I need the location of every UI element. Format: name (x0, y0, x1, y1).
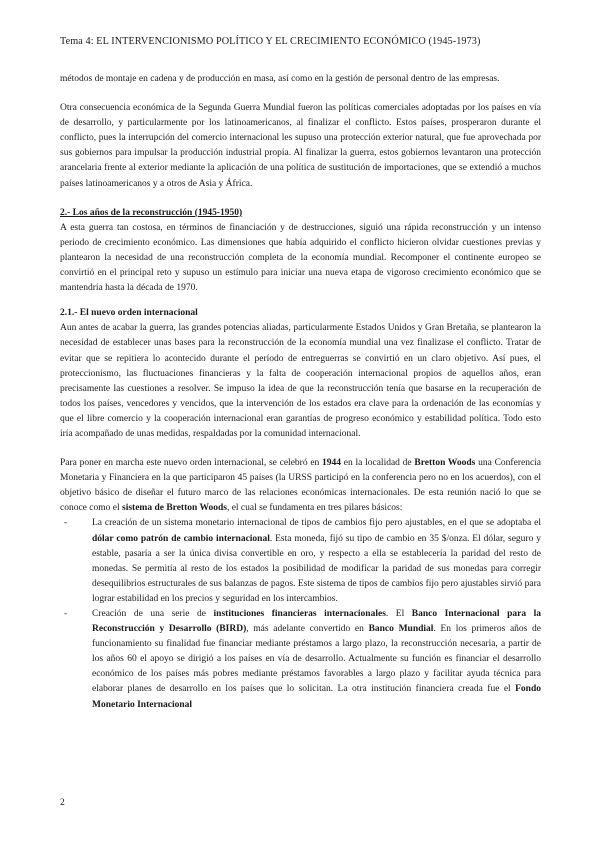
bold-dollar-standard: dólar como patrón de cambio internacional (92, 533, 270, 544)
section-heading-reconstruction (60, 206, 541, 221)
paragraph-bretton-woods: Para poner en marcha este nuevo orden internacional, se celebró en 1944 en la localidad de Bretton Woods una Conferencia Monetaria y Financiera en la que participaron 45 países (la URSS participó en la conferencia pero no en los acuerdos), con el objetivo básico de diseñar el futuro marco de las relaciones económicas internacionales. De esta reunión nació lo que se conoce como el sistema de Bretton Woods, el cual se fundamenta en tres pilares básicos: (60, 458, 542, 514)
bold-imf: Fondo Monetario Internacional (92, 684, 541, 710)
subsection-heading-new-order: 2.1.- El nuevo orden internacional (60, 308, 198, 319)
dash-bullet: - (64, 609, 68, 619)
bold-place: Bretton Woods (414, 458, 476, 469)
bold-institutions: instituciones financieras internacionales (213, 609, 386, 619)
paragraph-trade-policies: Otra consecuencia económica de la Segunda Guerra Mundial fueron las políticas comerciales adoptadas por los países en vía de desarrollo, y particularmente por los latinoamericanos, al finalizar el conflicto. Estos países, prosperaron durante el conflicto, pues la interrupción del comercio internacional les supuso una protección exterior natural, que fue aprovechada por sus gobiernos para impulsar la producción industrial propia. Al finalizar la guerra, estos gobiernos levantaron una protección arancelaria frente al exterior mediante la aplicación de una política de sustitución de importaciones, que se extendió a muchos países latinoamericanos y a otros de Asia y África. (60, 103, 541, 189)
paragraph-new-order: Aun antes de acabar la guerra, las grandes potencias aliadas, particularmente Estados Unidos y Gran Bretaña, se plantearon la necesidad de establecer unas bases para la reconstrucción de la economía mundial una vez finalizase el conflicto. Tratar de evitar que se repitiera lo acontecido durante el período de entreguerras se convirtió en un claro objetivo. Así pues, el proteccionismo, las fluctuaciones financieras y la falta de cooperación internacional propios de aquellos años, eran precisamente las cuestiones a resolver. Se impuso la idea de que la reconstrucción tenía que basarse en la recuperación de todos los países, vencedores y vencidos, que la intervención de los estados era clave para la ordenación de las economías y que el libre comercio y la cooperación internacional eran garantías de progreso económico y estabilidad política. Todo esto iría acompañado de unas medidas, respaldadas por la comunidad internacional. (60, 323, 541, 439)
list-item: - Creación de una serie de instituciones financieras internacionales. El Banco Internacional para la Reconstrucción y Desarrollo (BIRD), más adelante convertido en Banco Mundial. En los primeros años de funcionamiento su finalidad fue financiar mediante préstamos a largo plazo, la reconstrucción necesaria, a partir de los años 60 el apoyo se dirigió a los países en vía de desarrollo. Actualmente su función es financiar el desarrollo económico de los países más pobres mediante préstamos favorables a largo plazo y facilitar ayuda técnica para elaborar planes de desarrollo en los países que lo solicitan. La otra institución financiera creada fue el Fondo Monetario Internacional (64, 609, 541, 710)
bold-bird: Banco Internacional para la Reconstrucción y Desarrollo (BIRD) (92, 609, 541, 635)
pillars-list (60, 516, 541, 712)
paragraph-continuation: métodos de montaje en cadena y de producción en masa, así como en la gestión de personal dentro de las empresas. (60, 74, 500, 84)
running-header: Tema 4: EL INTERVENCIONISMO POLÍTICO Y EL CRECIMIENTO ECONÓMICO (1945-1973) (60, 36, 481, 47)
bold-system: sistema de Bretton Woods (122, 503, 227, 514)
paragraph-reconstruction: A esta guerra tan costosa, en términos de financiación y de destrucciones, siguió una rápida reconstrucción y un intenso periodo de crecimiento económico. Las dimensiones que había adquirido el conflicto hicieron olvidar cuestiones previas y plantearon la necesidad de una reconstrucción completa de la economía mundial. Recomponer el continente europeo se convirtió en el principal reto y supuso un estímulo para iniciar una nueva etapa de vigoroso crecimiento económico que se mantendría hasta la década de 1970. (60, 222, 541, 294)
page-number: 2 (60, 798, 65, 808)
dash-bullet: - (64, 518, 68, 529)
document-body (60, 72, 541, 713)
bold-world-bank: Banco Mundial (368, 624, 434, 635)
bold-year: 1944 (322, 458, 342, 469)
list-item: - La creación de un sistema monetario internacional de tipos de cambios fijo pero ajustables, en el que se adoptaba el dólar como patrón de cambio internacional. Esta moneda, fijó su tipo de cambio en 35 $/onza. El dólar, seguro y estable, pasaría a ser la única divisa convertible en oro, y respecto a ella se establecería la paridad del resto de monedas. Se permitía al resto de los estados la posibilidad de modificar la paridad de sus monedas para corregir desequilibrios estructurales de sus balanzas de pagos. Este sistema de tipos de cambios fijo pero ajustables sirvió para lograr estabilidad en los precios y seguridad en los intercambios. (64, 518, 541, 604)
section-heading-text: 2.- Los años de la reconstrucción (1945-1950) (60, 207, 243, 218)
